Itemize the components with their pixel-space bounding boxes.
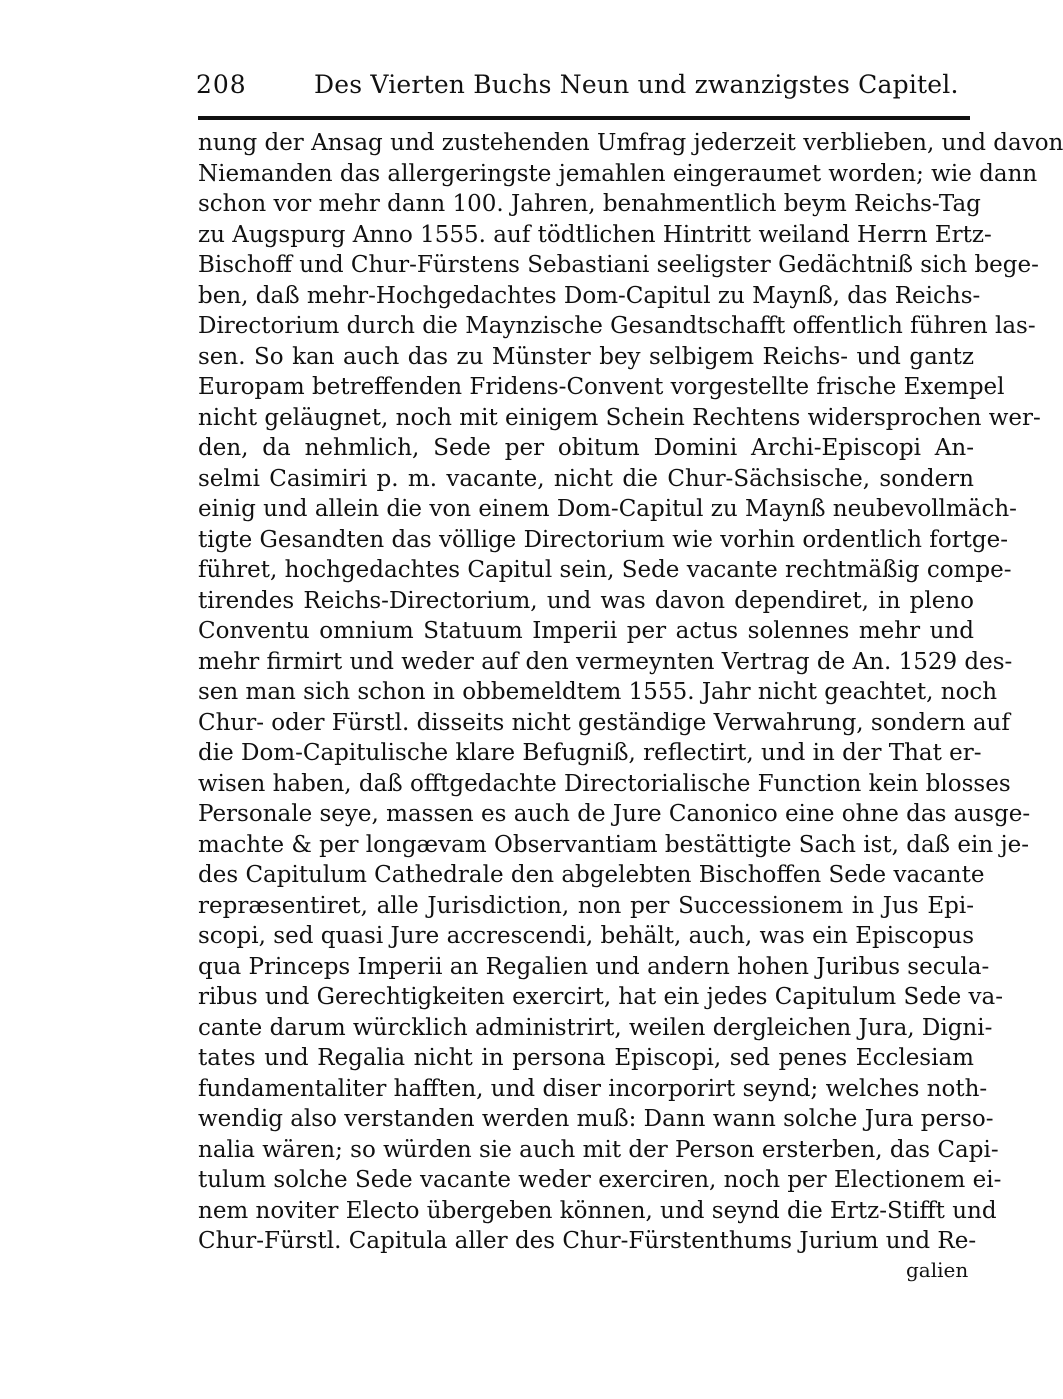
text-line: qua Princeps Imperii an Regalien und andern hohen Juribus secula- [198,953,990,980]
running-head: Des Vierten Buchs Neun und zwanzigstes Capitel. [314,70,959,99]
header-rule [198,116,970,120]
text-line: die Dom-Capitulische klare Befugniß, reflectirt, und in der That er- [198,740,982,766]
text-line: nicht geläugnet, noch mit einigem Schein Rechtens widersprochen wer- [198,404,1041,431]
text-line: den, da nehmlich, Sede per obitum Domini Archi-Episcopi An- [198,435,974,461]
text-line: machte & per longævam Observantiam bestättigte Sach ist, daß ein je- [198,831,1029,858]
text-line: Chur-Fürstl. Capitula aller des Chur-Fürstenthums Jurium und Re- [198,1228,977,1254]
text-line: zu Augspurg Anno 1555. auf tödtlichen Hintritt weiland Herrn Ertz- [198,221,992,248]
text-line: sen man sich schon in obbemeldtem 1555. Jahr nicht geachtet, noch [198,679,998,705]
text-line: wisen haben, daß offtgedachte Directorialische Function kein blosses [198,770,1011,797]
text-line: tirendes Reichs-Directorium, und was davon dependiret, in pleno [198,587,974,614]
text-line: Chur- oder Fürstl. disseits nicht geständige Verwahrung, sondern auf [198,709,1010,736]
text-line: Europam betreffenden Fridens-Convent vorgestellte frische Exempel [198,374,1005,400]
text-line: einig und allein die von einem Dom-Capitul zu Maynß neubevollmäch- [198,496,1017,522]
text-line: nalia wären; so würden sie auch mit der Person ersterben, das Capi- [198,1136,999,1163]
text-line: cante darum würcklich administrirt, weilen dergleichen Jura, Digni- [198,1014,993,1041]
text-line: sen. So kan auch das zu Münster bey selbigem Reichs- und gantz [198,343,974,370]
text-line: Conventu omnium Statuum Imperii per actus solennes mehr und [198,618,974,644]
text-line: ben, daß mehr-Hochgedachtes Dom-Capitul zu Maynß, das Reichs- [198,282,981,309]
text-line: Directorium durch die Maynzische Gesandtschafft offentlich führen las- [198,313,1036,339]
text-line: führet, hochgedachtes Capitul sein, Sede vacante rechtmäßig compe- [198,557,1012,583]
text-line: Niemanden das allergeringste jemahlen eingeraumet worden; wie dann [198,160,1038,187]
body-text [198,128,1063,1257]
text-line: fundamentaliter hafften, und diser incorporirt seynd; welches noth- [198,1075,988,1102]
text-line: mehr firmirt und weder auf den vermeynten Vertrag de An. 1529 des- [198,648,1013,675]
page-number: 208 [196,70,247,99]
text-line: repræsentiret, alle Jurisdiction, non per Successionem in Jus Epi- [198,892,974,919]
catchword: galien [906,1258,969,1282]
text-line: tulum solche Sede vacante weder exerciren, noch per Electionem ei- [198,1167,1002,1193]
text-line: tigte Gesandten das völlige Directorium wie vorhin ordentlich fortge- [198,526,1009,553]
text-line: wendig also verstanden werden muß: Dann wann solche Jura perso- [198,1106,994,1132]
text-line: des Capitulum Cathedrale den abgelebten Bischoffen Sede vacante [198,862,985,888]
page-header [196,66,970,106]
text-line: ribus und Gerechtigkeiten exercirt, hat ein jedes Capitulum Sede va- [198,984,1004,1010]
text-line: schon vor mehr dann 100. Jahren, benahmentlich beym Reichs-Tag [198,191,981,217]
text-line: selmi Casimiri p. m. vacante, nicht die Chur-Sächsische, sondern [198,465,974,492]
text-line: nem noviter Electo übergeben können, und seynd die Ertz-Stifft und [198,1197,997,1224]
text-line: Personale seye, massen es auch de Jure Canonico eine ohne das ausge- [198,801,1031,827]
text-line: scopi, sed quasi Jure accrescendi, behält, auch, was ein Episcopus [198,923,974,949]
text-line: Bischoff und Chur-Fürstens Sebastiani seeligster Gedächtniß sich bege- [198,252,1039,278]
text-line: tates und Regalia nicht in persona Episcopi, sed penes Ecclesiam [198,1045,974,1071]
text-line: nung der Ansag und zustehenden Umfrag jederzeit verblieben, und davon [198,130,1063,156]
